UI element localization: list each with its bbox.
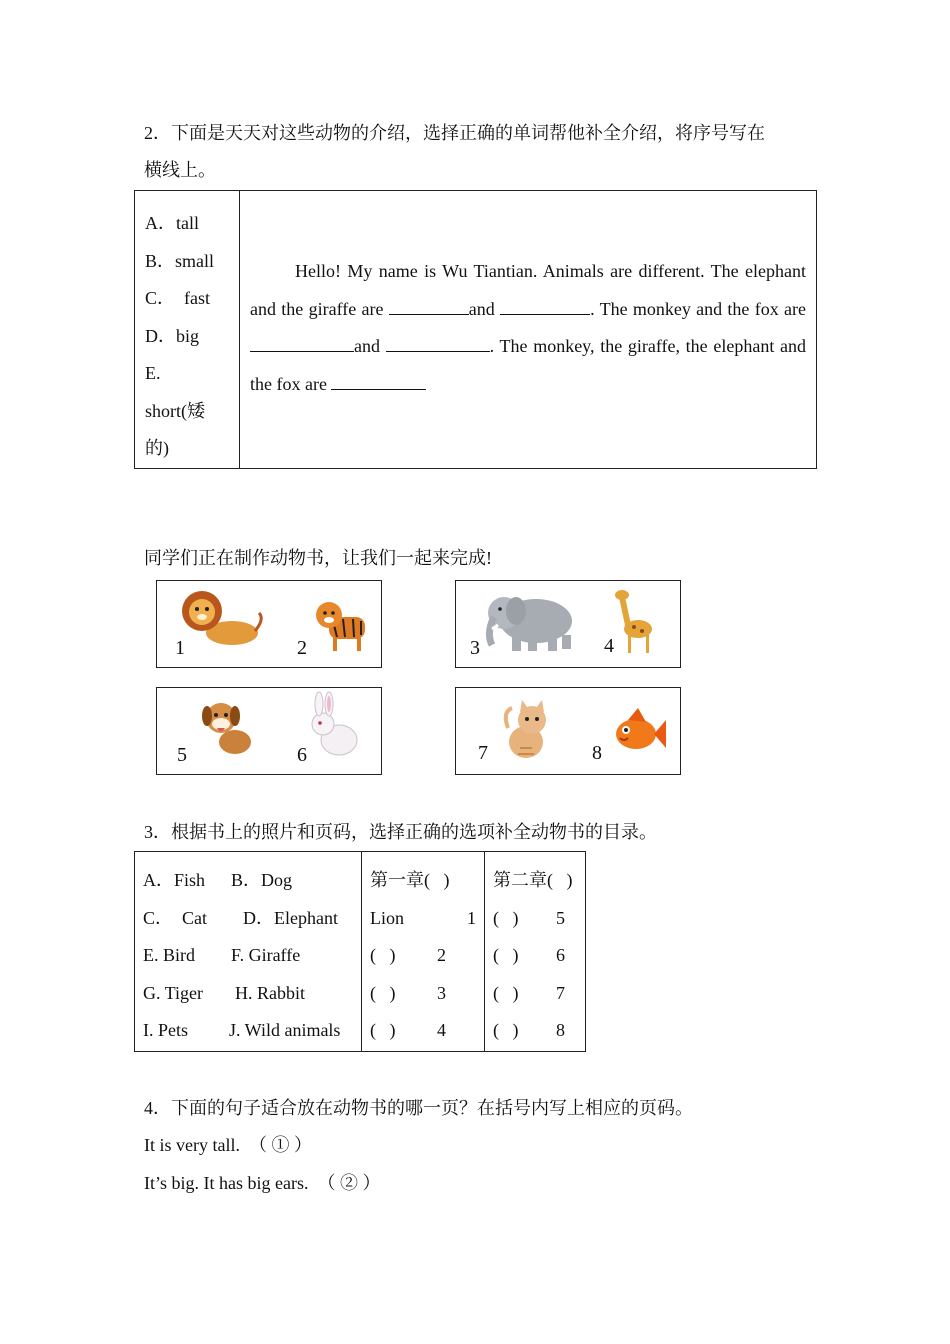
q2-option-c: C． fast: [145, 288, 210, 308]
chapter1-row: [370, 937, 476, 975]
dog-icon: [202, 703, 251, 754]
lion-icon: [182, 591, 261, 645]
blank-1[interactable]: [389, 296, 469, 315]
blank-2[interactable]: [500, 296, 590, 315]
dog-rabbit-illustration: [157, 688, 381, 774]
cat-fish-illustration: [456, 688, 680, 774]
chapter2-page: 7: [556, 982, 565, 1003]
q2-option-e-end: 的): [145, 438, 169, 458]
picture-number-7: 7: [478, 742, 488, 764]
q4-sentence-1: It is very tall. （ ① ）: [144, 1135, 312, 1155]
passage-part2: and: [468, 298, 501, 319]
passage-part1: Hello! My name is Wu Tiantian. Animals are different. The elephant and the giraffe are: [250, 261, 806, 319]
chapter2-page: 6: [556, 945, 565, 965]
chapter2-answer[interactable]: ( ): [493, 982, 519, 1003]
option-c: C． Cat: [143, 907, 208, 928]
option-j: J. Wild animals: [229, 1020, 341, 1040]
animal-book-intro: 同学们正在制作动物书，让我们一起来完成!: [144, 548, 492, 568]
option-h: H. Rabbit: [235, 982, 305, 1003]
picture-box-7-8: [455, 687, 681, 775]
picture-number-6: 6: [297, 744, 307, 766]
lion-tiger-illustration: [157, 581, 381, 667]
picture-number-8: 8: [592, 742, 602, 764]
chapter1-answer[interactable]: ( ): [370, 945, 396, 965]
picture-box-1-2: [156, 580, 382, 668]
chapter1-row: [370, 975, 476, 1013]
elephant-icon: [488, 597, 572, 651]
chapter1-page: 3: [437, 982, 446, 1003]
picture-number-5: 5: [177, 744, 187, 766]
chapter1-animal: Lion: [370, 907, 404, 928]
chapter2-row: [493, 1012, 577, 1050]
chapter1-row: [370, 1012, 476, 1050]
chapter1-answer[interactable]: ( ): [370, 1020, 396, 1040]
blank-3[interactable]: [250, 333, 354, 352]
chapter2-row: [493, 937, 577, 975]
q2-option-d: D．big: [145, 325, 199, 346]
picture-box-3-4: [455, 580, 681, 668]
picture-box-5-6: [156, 687, 382, 775]
option-d: D．Elephant: [243, 907, 338, 928]
passage-part4: and: [354, 336, 386, 356]
passage-part3: . The monkey and the fox are: [590, 298, 806, 319]
option-a: A．Fish: [143, 870, 206, 890]
q2-option-e: E.: [145, 363, 161, 383]
passage-part5: . The monkey, the giraffe, the elephant and the fox are: [250, 336, 806, 394]
chapter2-answer[interactable]: ( ): [493, 945, 519, 965]
chapter2-page: 8: [556, 1020, 565, 1040]
q3-chapter1-cell: [362, 852, 485, 1052]
tiger-icon: [316, 602, 365, 651]
q3-option-row: [143, 862, 353, 900]
chapter2-title-text: 第二章( ): [493, 870, 573, 890]
q3-table: [134, 851, 586, 1052]
picture-number-4: 4: [604, 635, 614, 657]
q2-options-cell: [135, 191, 240, 469]
q2-option-a: A．tall: [145, 213, 199, 233]
chapter1-page: 4: [437, 1020, 446, 1040]
q3-option-row: [143, 975, 353, 1013]
q3-options-cell: [135, 852, 362, 1052]
picture-number-1: 1: [175, 637, 185, 659]
chapter1-title: [370, 862, 476, 900]
q3-option-row: [143, 900, 353, 938]
option-b: B．Dog: [231, 870, 293, 890]
q2-option-b: B．small: [145, 250, 215, 271]
cat-icon: [506, 700, 546, 758]
giraffe-icon: [615, 590, 652, 653]
chapter2-row: [493, 900, 577, 938]
elephant-giraffe-illustration: [456, 581, 680, 667]
rabbit-icon: [312, 692, 357, 755]
option-e: E. Bird: [143, 945, 195, 965]
q4-sentence-2: It’s big. It has big ears. （ ② ）: [144, 1173, 381, 1193]
picture-number-2: 2: [297, 637, 307, 659]
blank-5[interactable]: [331, 371, 426, 390]
chapter2-answer[interactable]: ( ): [493, 1020, 519, 1040]
picture-number-3: 3: [470, 637, 480, 659]
option-g: G. Tiger: [143, 982, 204, 1003]
blank-4[interactable]: [386, 333, 490, 352]
fish-icon: [616, 708, 666, 749]
chapter1-title-text: 第一章( ): [370, 870, 450, 890]
q3-option-row: [143, 1012, 353, 1050]
q2-option-e-word: short(矮: [145, 400, 205, 421]
q2-prompt-line2: 横线上。: [144, 160, 216, 180]
q3-prompt: 3．根据书上的照片和页码，选择正确的选项补全动物书的目录。: [144, 822, 657, 842]
chapter1-answer[interactable]: ( ): [370, 982, 396, 1003]
q4-prompt: 4．下面的句子适合放在动物书的哪一页？在括号内写上相应的页码。: [144, 1098, 693, 1118]
chapter2-row: [493, 975, 577, 1013]
chapter2-answer[interactable]: ( ): [493, 907, 519, 928]
q3-option-row: [143, 937, 353, 975]
q3-chapter2-cell: [485, 852, 586, 1052]
option-f: F. Giraffe: [231, 945, 301, 965]
chapter2-title: [493, 862, 577, 900]
chapter1-row: [370, 900, 476, 938]
option-i: I. Pets: [143, 1020, 188, 1040]
q2-table: [134, 190, 817, 469]
q2-prompt-line1: 2．下面是天天对这些动物的介绍，选择正确的单词帮他补全介绍，将序号写在: [144, 123, 765, 143]
chapter1-page: 1: [467, 907, 476, 928]
chapter2-page: 5: [556, 907, 565, 928]
q2-passage: [240, 191, 817, 469]
chapter1-page: 2: [437, 945, 446, 965]
